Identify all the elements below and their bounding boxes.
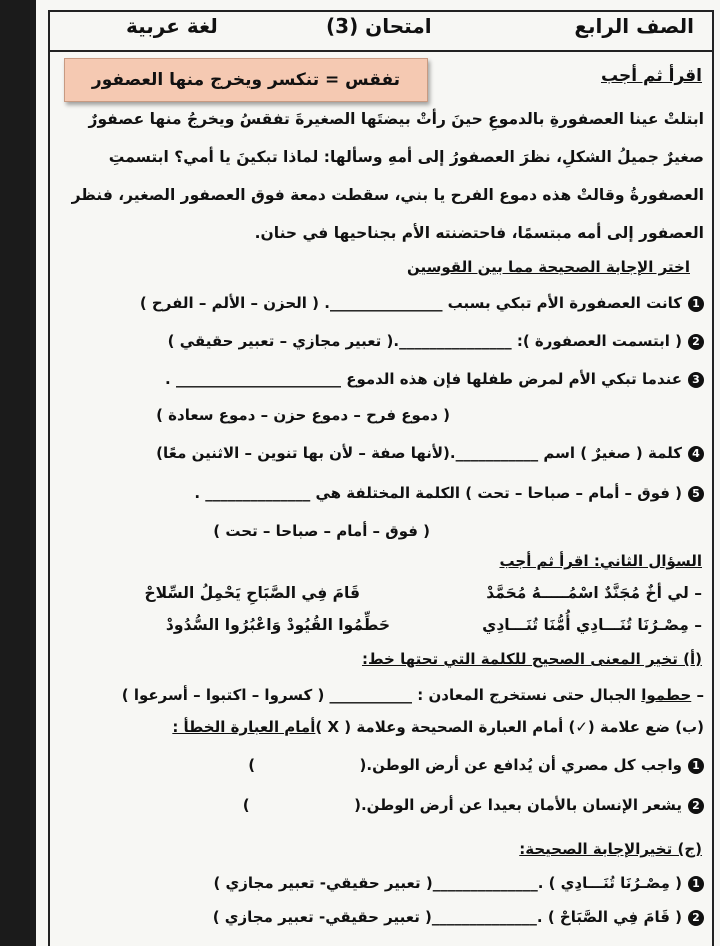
poem-line-1a: – لي أخٌ مُجَنَّدٌ اسْمُـــــهُ مُحَمَّدْ — [486, 584, 702, 602]
q1-text: كانت العصفورة الأم تبكي بسبب — [442, 294, 682, 312]
section2-title: السؤال الثاني: اقرأ ثم أجب — [499, 552, 702, 570]
q3-blank[interactable]: ______________________ — [175, 370, 341, 388]
number-badge: 1 — [688, 296, 704, 312]
q5-options: ( فوق – أمام – صباحا – تحت ) — [213, 522, 430, 540]
partA-options: ( كسروا – اكتبوا – أسرعوا ) — [121, 686, 330, 704]
subject-label: لغة عربية — [126, 14, 218, 38]
q5-text: ( فوق – أمام – صباحا – تحت ) الكلمة المختلفة هي — [310, 484, 682, 502]
header-divider — [48, 50, 714, 52]
partA-question: – حطموا الجبال حتى نستخرج المعادن : ___________ ( كسروا – اكتبوا – أسرعوا ) — [121, 686, 704, 704]
number-badge: 5 — [688, 486, 704, 502]
q3-text: عندما تبكي الأم لمرض طفلها فإن هذه الدموع — [340, 370, 682, 388]
story-line-4: العصفور إلى أمه مبتسمًا، فاحتضنته الأم بجناحيها في حنان. — [254, 224, 704, 242]
q5-tail: . — [194, 484, 206, 502]
story-line-2: صغيرٌ جميلُ الشكلِ، نظرَ العصفورُ إلى أمهِ وسألها: لماذا تبكينَ يا أمي؟ ابتسمتِ — [108, 148, 704, 166]
vocab-box — [64, 58, 428, 102]
question-5 — [194, 484, 704, 502]
q3-tail: . — [165, 370, 176, 388]
partC-item-2: 2( قَامَ فِي الصَّبَاحْ ) .______________( تعبير حقيقي- تعبير مجازي ) — [213, 908, 704, 926]
q3-options: ( دموع فرح – دموع حزن – دموع سعادة ) — [156, 406, 450, 424]
partA-blank[interactable]: ___________ — [329, 686, 413, 704]
q4-text: كلمة ( صغيرٌ ) اسم — [538, 444, 682, 462]
number-badge: 1 — [688, 876, 704, 892]
partB-title: (ب) ضع علامة (✓) أمام العبارة الصحيحة وعلامة ( X )أمام العبارة الخطأ : — [172, 718, 704, 736]
answer-blank[interactable]: ______________ — [432, 874, 538, 892]
poem-line-2a: – مِصْـرُنَا تُنَـــادِي أُمُّنَا تُنَـــادِي — [482, 616, 702, 634]
number-badge: 1 — [688, 758, 704, 774]
answer-paren[interactable]: ( ) — [242, 796, 361, 814]
number-badge: 3 — [688, 372, 704, 388]
poem-line-2b: حَطِّمُوا القُيُودْ وَاعْبُرُوا السُّدُودْ — [165, 616, 390, 634]
q1-options: . ( الحزن – الألم – الفرح ) — [139, 294, 330, 312]
exam-sheet — [36, 0, 720, 946]
number-badge: 2 — [688, 334, 704, 350]
partA-title: (أ) تخير المعنى الصحيح للكلمة التي تحتها خط: — [362, 650, 702, 668]
story-line-1: ابتلتْ عينا العصفورةِ بالدموعِ حينَ رأتْ بيضتَها الصغيرةَ تفقسُ ويخرجُ منها عصفورٌ — [88, 110, 704, 128]
number-badge: 2 — [688, 798, 704, 814]
choose-title: اختر الإجابة الصحيحة مما بين القوسين — [407, 258, 690, 276]
answer-blank[interactable]: ______________ — [431, 908, 537, 926]
answer-paren[interactable]: ( ) — [248, 756, 367, 774]
q2-options: .( تعبير مجازي – تعبير حقيقي ) — [167, 332, 400, 350]
number-badge: 4 — [688, 446, 704, 462]
partC-item-1: 1( مِصْـرُنَا تُنَـــادِي ) .______________( تعبير حقيقي- تعبير مجازي ) — [213, 874, 704, 892]
partC-title: (ج) تخيرالإجابة الصحيحة: — [519, 840, 702, 858]
partB-item-2: 2يشعر الإنسان بالأمان بعيدا عن أرض الوطن.( ) — [243, 796, 704, 814]
number-badge: 2 — [688, 910, 704, 926]
q2-blank[interactable]: _______________ — [399, 332, 512, 350]
q5-blank[interactable]: ______________ — [205, 484, 311, 502]
question-2 — [168, 332, 704, 350]
question-1 — [140, 294, 704, 312]
vocab-text: تفقس = تنكسر ويخرج منها العصفور — [91, 70, 401, 90]
x-mark: ( X ) — [315, 718, 352, 736]
q4-blank[interactable]: ___________ — [455, 444, 539, 462]
story-line-3: العصفورةُ وقالتْ هذه دموع الفرح يا بني، سقطت دمعة فوق العصفور الصغير، فنظر — [71, 186, 704, 204]
q2-text: ( ابتسمت العصفورة ): — [511, 332, 682, 350]
question-4 — [156, 444, 704, 462]
exam-title: امتحان (3) — [326, 14, 432, 38]
read-answer-instruction: اقرأ ثم أجب — [601, 66, 702, 86]
poem-line-1b: قَامَ فِي الصَّبَاحِ يَحْمِلُ السِّلاحْ — [144, 584, 360, 602]
grade-label: الصف الرابع — [574, 14, 694, 38]
q4-options: .(لأنها صفة – لأن بها تنوين – الاثنين معًا) — [156, 444, 456, 462]
partB-item-1: 1واجب كل مصري أن يُدافع عن أرض الوطن.( ) — [248, 756, 704, 774]
partA-text: الجبال حتى نستخرج المعادن : — [412, 686, 642, 704]
q1-blank[interactable]: _______________ — [329, 294, 443, 312]
underlined-word: حطموا — [641, 686, 692, 704]
question-3 — [165, 370, 704, 388]
